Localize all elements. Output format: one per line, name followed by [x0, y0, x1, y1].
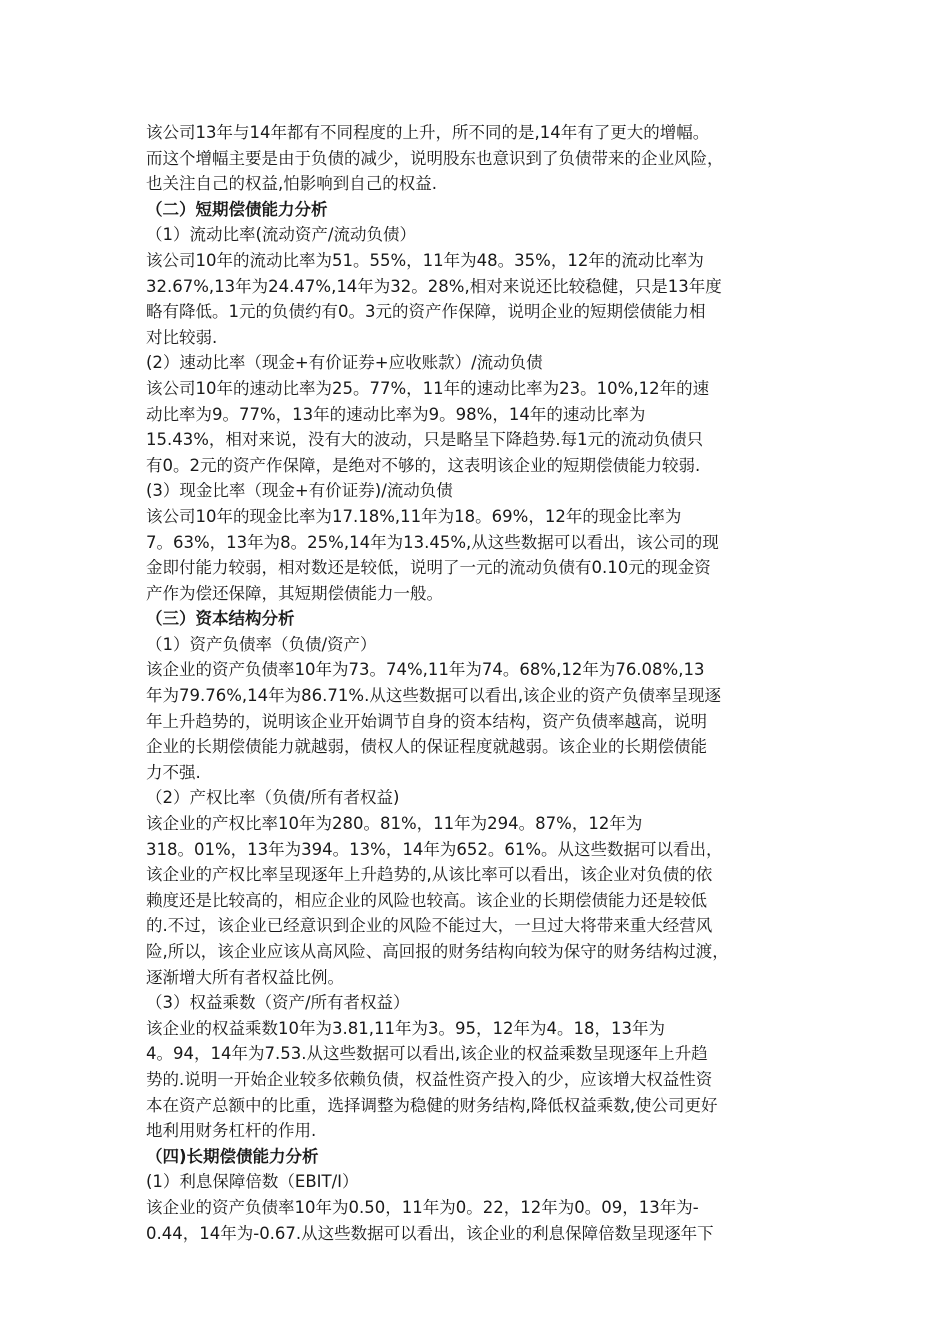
text-line: 15.43%，相对来说，没有大的波动，只是略呈下降趋势.每1元的流动负债只 [146, 430, 704, 450]
text-line: 企业的长期偿债能力就越弱，债权人的保证程度就越弱。该企业的长期偿债能 [146, 737, 707, 757]
text-line: 金即付能力较弱，相对数还是较低，说明了一元的流动负债有0.10元的现金资 [146, 558, 711, 578]
text-line: 该企业的资产负债率10年为73。74%,11年为74。68%,12年为76.08%,13 [146, 660, 705, 680]
subheading-current-ratio: （1）流动比率(流动资产/流动负债） [146, 225, 416, 245]
text-line: 略有降低。1元的负债约有0。3元的资产作保障，说明企业的短期偿债能力相 [146, 302, 706, 322]
text-line: 该公司13年与14年都有不同程度的上升，所不同的是,14年有了更大的增幅。 [146, 123, 710, 142]
text-line: 年上升趋势的，说明该企业开始调节自身的资本结构，资产负债率越高，说明 [146, 711, 707, 731]
text-line: 而这个增幅主要是由于负债的减少，说明股东也意识到了负债带来的企业风险， [146, 148, 724, 168]
text-line: 7。63%，13年为8。25%,14年为13.45%,从这些数据可以看出，该公司的现 [146, 532, 719, 552]
text-line: 本在资产总额中的比重，选择调整为稳健的财务结构,降低权益乘数,使公司更好 [146, 1095, 718, 1115]
text-line: 产作为偿还保障，其短期偿债能力一般。 [146, 583, 443, 603]
text-line: 年为79.76%,14年为86.71%.从这些数据可以看出,该企业的资产负债率呈现逐 [146, 686, 722, 706]
section-heading-long-term-solvency: （四)长期偿债能力分析 [146, 1146, 319, 1166]
text-line: 0.44，14年为-0.67.从这些数据可以看出，该企业的利息保障倍数呈现逐年下 [146, 1223, 714, 1243]
text-line: 该公司10年的流动比率为51。55%，11年为48。35%，12年的流动比率为 [146, 250, 704, 270]
text-line: 力不强. [146, 762, 201, 782]
text-line: 318。01%，13年为394。13%，14年为652。61%。从这些数据可以看出， [146, 839, 723, 859]
text-line: 该公司10年的现金比率为17.18%,11年为18。69%，12年的现金比率为 [146, 506, 682, 526]
section-heading-short-term-solvency: （二）短期偿债能力分析 [146, 199, 328, 219]
text-line: 该企业的产权比率10年为280。81%，11年为294。87%，12年为 [146, 814, 643, 834]
document-body [146, 120, 826, 1246]
text-line: 险,所以，该企业应该从高风险、高回报的财务结构向较为保守的财务结构过渡， [146, 942, 729, 961]
text-line: 地利用财务杠杆的作用. [146, 1121, 317, 1141]
text-line: 逐渐增大所有者权益比例。 [146, 967, 344, 987]
subheading-equity-ratio: （2）产权比率（负债/所有者权益) [146, 788, 400, 808]
text-line: 该企业的权益乘数10年为3.81,11年为3。95，12年为4。18，13年为 [146, 1018, 665, 1038]
text-line: 32.67%,13年为24.47%,14年为32。28%,相对来说还比较稳健，只是13年度 [146, 276, 722, 296]
text-line: 势的.说明一开始企业较多依赖负债，权益性资产投入的少，应该增大权益性资 [146, 1069, 713, 1089]
text-line: 该企业的资产负债率10年为0.50，11年为0。22，12年为0。09，13年为- [146, 1197, 699, 1217]
text-line: 对比较弱. [146, 327, 218, 347]
text-line: 该企业的产权比率呈现逐年上升趋势的,从该比率可以看出，该企业对负债的依 [146, 865, 713, 885]
section-heading-capital-structure: （三）资本结构分析 [146, 609, 295, 629]
text-line: 也关注自己的权益,怕影响到自己的权益. [146, 174, 437, 194]
text-line: 动比率为9。77%，13年的速动比率为9。98%，14年的速动比率为 [146, 404, 646, 424]
subheading-quick-ratio: (2）速动比率（现金+有价证券+应收账款）/流动负债 [146, 353, 543, 373]
text-line: 4。94，14年为7.53.从这些数据可以看出,该企业的权益乘数呈现逐年上升趋 [146, 1044, 708, 1064]
subheading-debt-ratio: （1）资产负债率（负债/资产） [146, 634, 377, 654]
text-line: 的.不过，该企业已经意识到企业的风险不能过大，一旦过大将带来重大经营风 [146, 916, 713, 936]
subheading-equity-multiplier: （3）权益乘数（资产/所有者权益） [146, 993, 410, 1013]
subheading-cash-ratio: (3）现金比率（现金+有价证券)/流动负债 [146, 481, 453, 501]
text-line: 赖度还是比较高的，相应企业的风险也较高。该企业的长期偿债能力还是较低 [146, 890, 707, 910]
subheading-interest-coverage: (1）利息保障倍数（EBIT/I） [146, 1172, 359, 1192]
text-line: 该公司10年的速动比率为25。77%，11年的速动比率为23。10%,12年的速 [146, 378, 710, 398]
text-line: 有0。2元的资产作保障，是绝对不够的，这表明该企业的短期偿债能力较弱. [146, 455, 701, 475]
